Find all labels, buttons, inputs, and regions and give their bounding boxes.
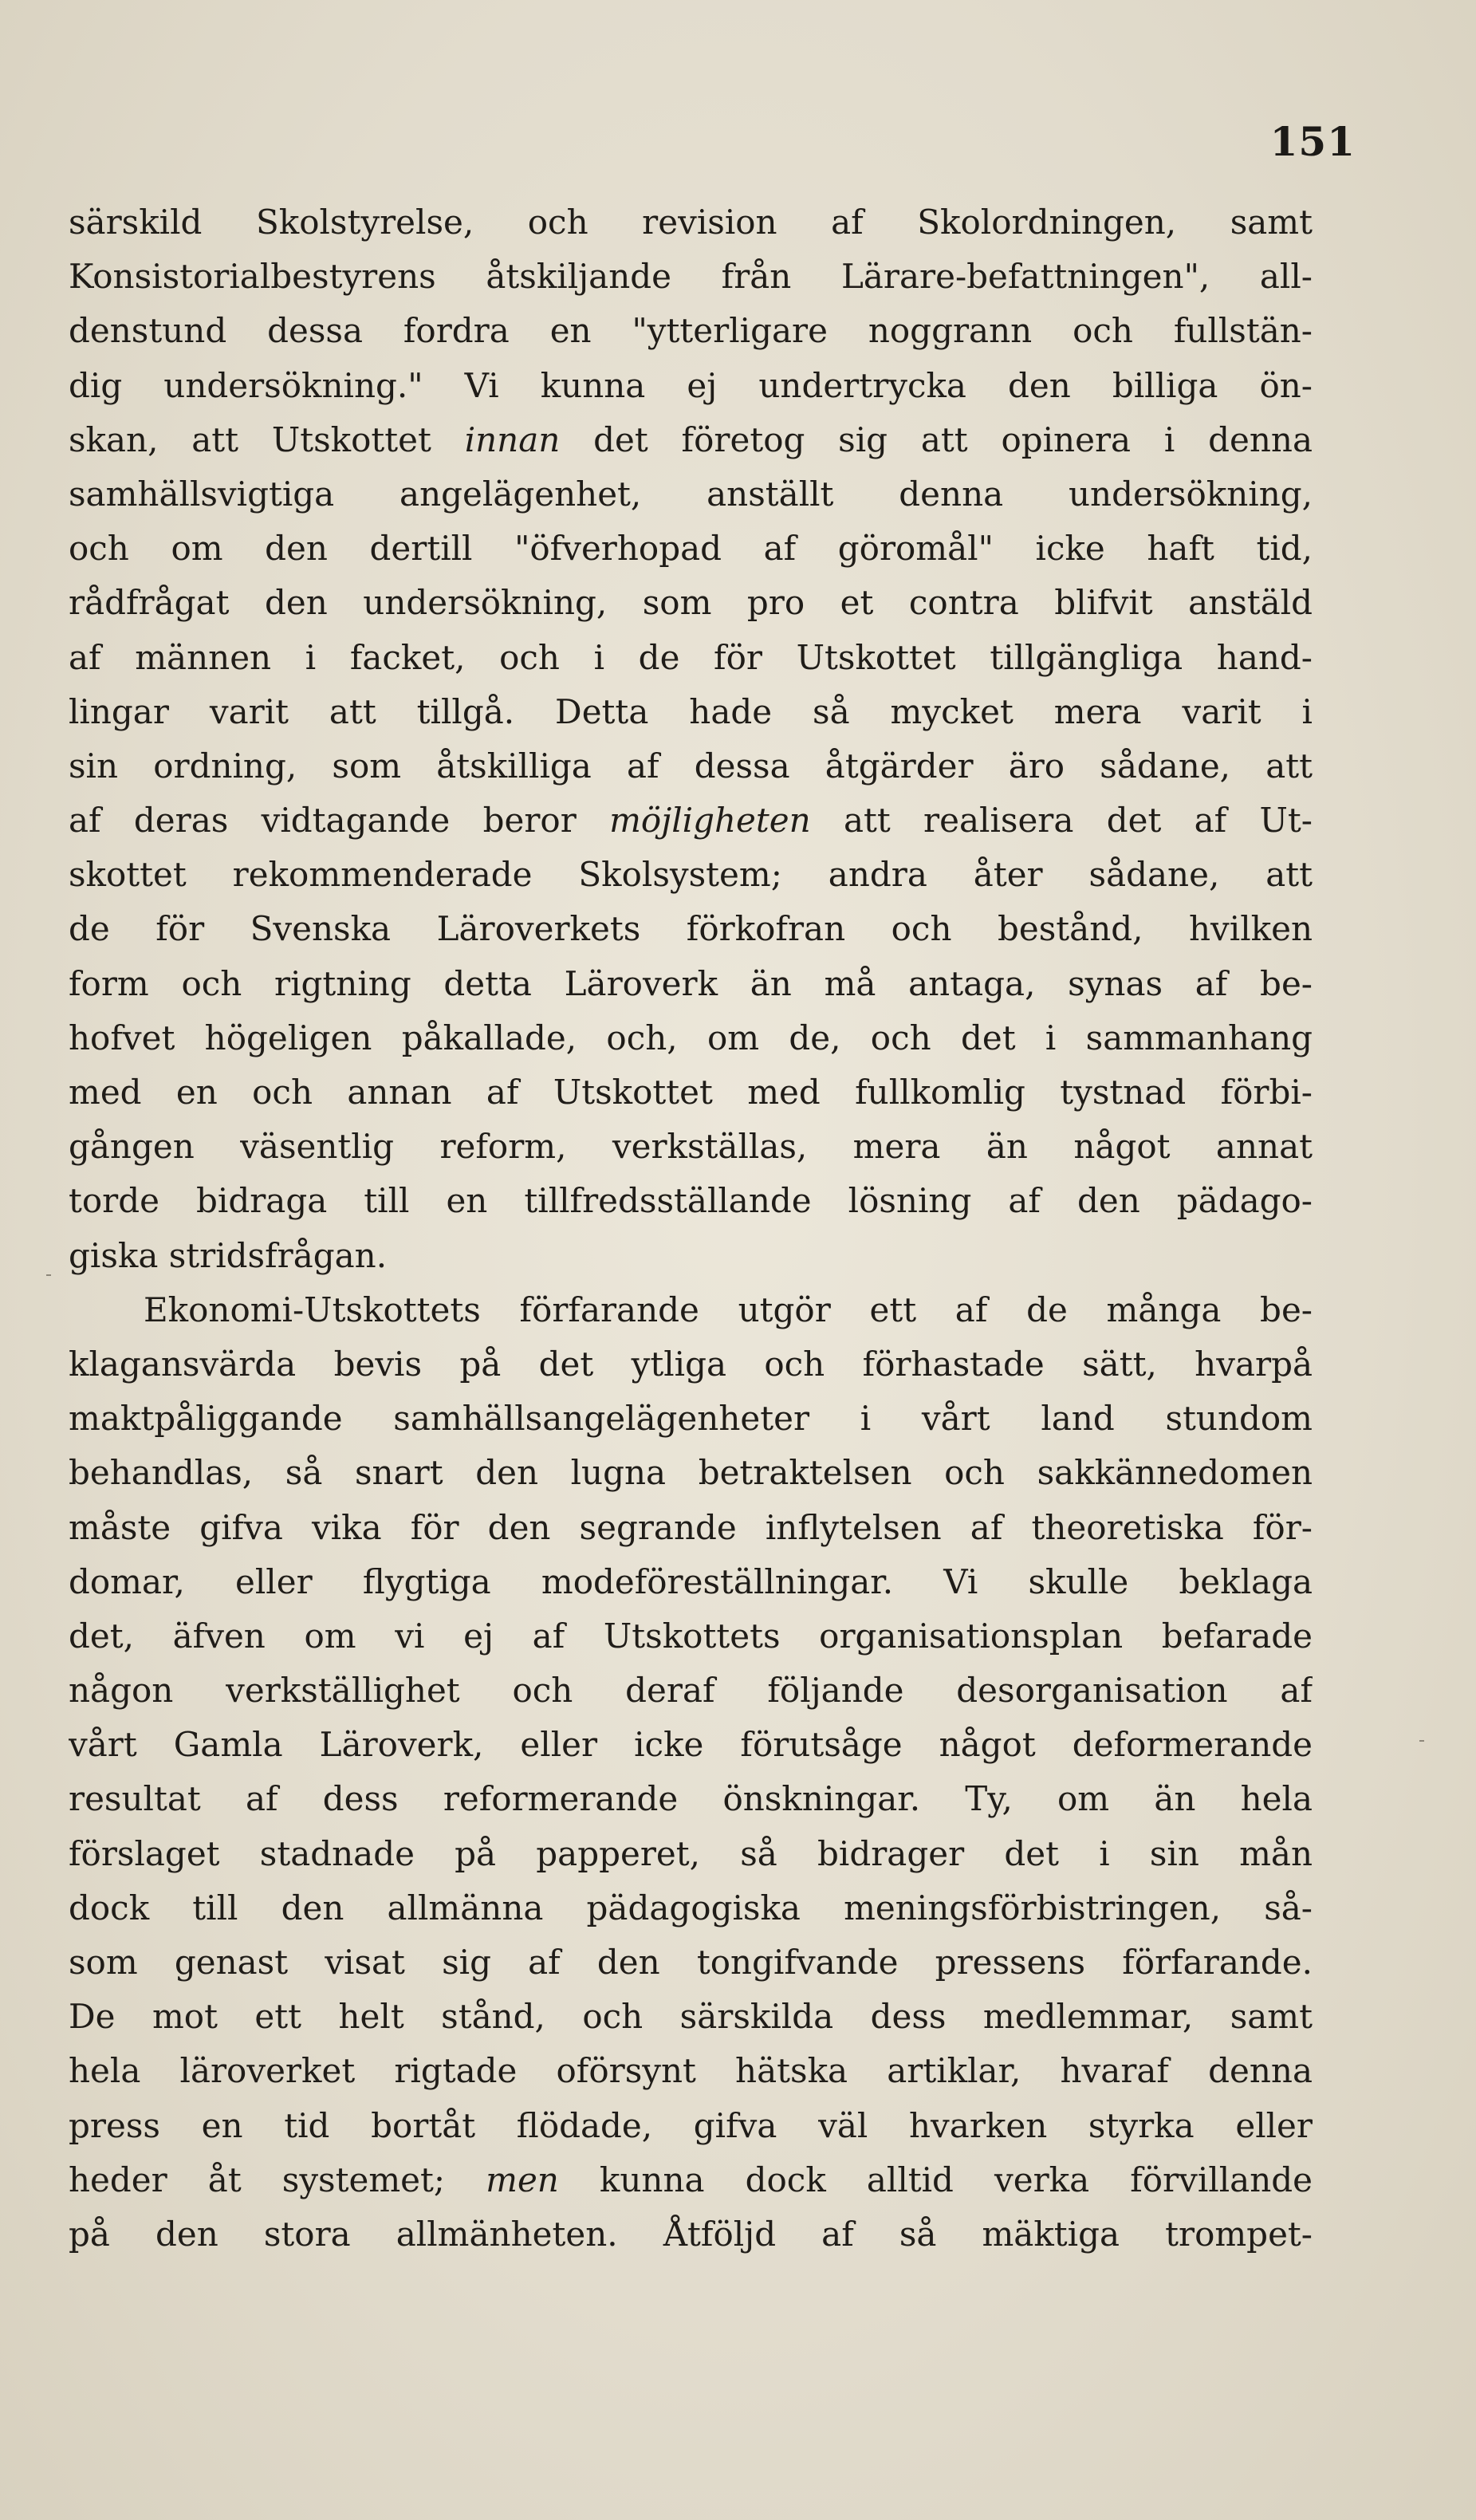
text-line: särskild Skolstyrelse, och revision af Skolordningen, samt [69,203,1313,242]
text-line [69,2153,1313,2207]
text-line: hofvet högeligen påkallade, och, om de, och det i sammanhang [69,1018,1313,1057]
text-line: klagansvärda bevis på det ytliga och förhastade sätt, hvarpå [69,1344,1313,1384]
page-number: 151 [1269,118,1356,165]
text-line: maktpåliggande samhällsangelägenheter i vårt land stundom [69,1399,1313,1439]
body-text [69,195,1313,2262]
text-line: torde bidraga till en tillfredsställande lösning af den pädago- [69,1181,1313,1221]
text-line: gången väsentlig reform, verkställas, mera än något annat [69,1127,1313,1167]
text-line: form och rigtning detta Läroverk än må antaga, synas af be- [69,963,1313,1003]
text-line: någon verkställighet och deraf följande desorganisation af [69,1671,1313,1711]
text-line: skottet rekommenderade Skolsystem; andra åter sådane, att [69,855,1313,895]
text-line: de för Svenska Läroverkets förkofran och bestånd, hvilken [69,909,1313,949]
text-span: kunna dock alltid verka förvillande [558,2160,1313,2199]
text-line: Ekonomi-Utskottets förfarande utgör ett af de många be- [144,1290,1313,1329]
text-line: af männen i facket, och i de för Utskottet tillgängliga hand- [69,637,1313,677]
text-line: lingar varit att tillgå. Detta hade så mycket mera varit i [69,691,1313,731]
text-line: domar, eller flygtiga modeföreställningar. Vi skulle beklaga [69,1561,1313,1601]
text-line: De mot ett helt stånd, och särskilda dess medlemmar, samt [69,1997,1313,2037]
margin-mark [46,1274,51,1276]
text-line: och om den dertill "öfverhopad af göromål" icke haft tid, [69,529,1313,569]
text-span: att realisera det af Ut- [810,801,1313,841]
text-line [69,413,1313,467]
text-line: samhällsvigtiga angelägenhet, anställt denna undersökning, [69,474,1313,514]
text-line: det, äfven om vi ej af Utskottets organisationsplan befarade [69,1616,1313,1656]
text-line: dock till den allmänna pädagogiska meningsförbistringen, så- [69,1888,1313,1927]
text-line: vårt Gamla Läroverk, eller icke förutsåge något deformerande [69,1725,1313,1765]
text-line: som genast visat sig af den tongifvande pressens förfarande. [69,1943,1313,1982]
text-span: det företog sig att opinera i denna [560,419,1313,459]
text-line: dig undersökning." Vi kunna ej undertrycka den billiga ön- [69,365,1313,405]
text-line: sin ordning, som åtskilliga af dessa åtgärder äro sådane, att [69,746,1313,786]
emphasized-word: möjligheten [609,801,811,841]
text-line: Konsistorialbestyrens åtskiljande från Lärare-befattningen", all- [69,257,1313,297]
text-line: behandlas, så snart den lugna betraktelsen och sakkännedomen [69,1453,1313,1493]
text-span: af deras vidtagande beror [69,801,610,841]
text-line: måste gifva vika för den segrande inflytelsen af theoretiska för- [69,1507,1313,1547]
margin-mark [1419,1740,1424,1742]
text-line: förslaget stadnade på papperet, så bidrager det i sin mån [69,1833,1313,1873]
text-line: resultat af dess reformerande önskningar. Ty, om än hela [69,1779,1313,1819]
text-line: med en och annan af Utskottet med fullkomlig tystnad förbi- [69,1073,1313,1112]
text-line: hela läroverket rigtade oförsynt hätska artiklar, hvaraf denna [69,2051,1313,2091]
text-line [69,793,1313,848]
emphasized-word: men [486,2160,559,2199]
emphasized-word: innan [464,419,561,459]
text-line: press en tid bortåt flödade, gifva väl hvarken styrka eller [69,2105,1313,2145]
text-line: rådfrågat den undersökning, som pro et contra blifvit anstäld [69,583,1313,623]
text-line: på den stora allmänheten. Åtföljd af så mäktiga trompet- [69,2214,1313,2254]
text-span: heder åt systemet; [69,2160,486,2199]
text-line: denstund dessa fordra en "ytterligare noggrann och fullstän- [69,311,1313,351]
text-line: giska stridsfrågan. [69,1235,388,1275]
text-span: skan, att Utskottet [69,419,465,459]
